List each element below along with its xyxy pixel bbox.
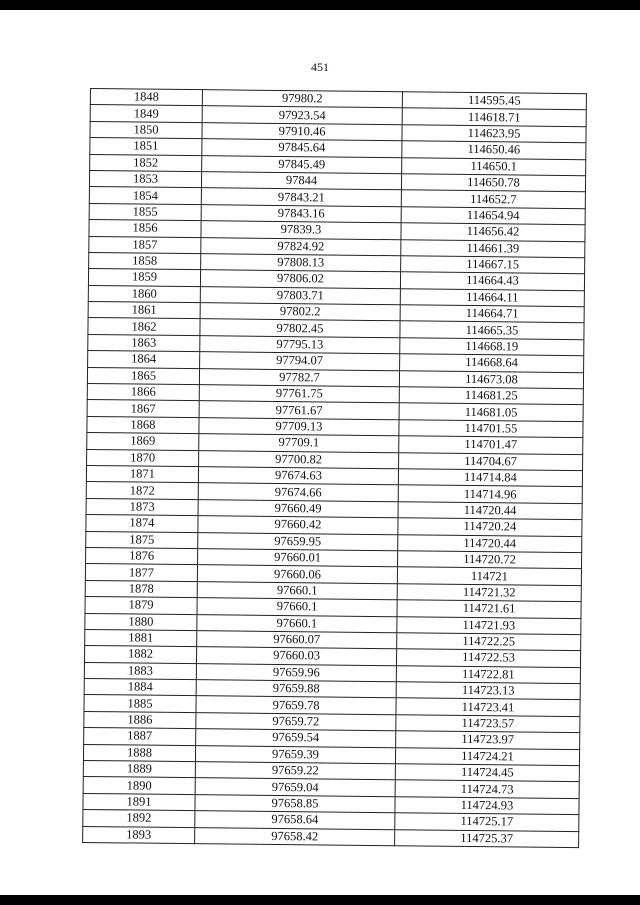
x-coordinate-cell: 97802.45 [200,319,400,337]
y-coordinate-cell: 114714.96 [398,485,582,503]
x-coordinate-cell: 97844 [201,172,401,190]
y-coordinate-cell: 114650.78 [401,174,585,192]
y-coordinate-cell: 114725.37 [395,829,579,847]
y-coordinate-cell: 114704.67 [399,452,583,470]
point-id-cell: 1877 [85,564,197,582]
y-coordinate-cell: 114618.71 [402,108,586,126]
point-id-cell: 1852 [90,154,202,172]
x-coordinate-cell: 97923.54 [202,106,402,124]
point-id-cell: 1883 [84,662,196,680]
point-id-cell: 1866 [87,384,199,402]
y-coordinate-cell: 114723.41 [396,698,580,716]
point-id-cell: 1863 [88,334,200,352]
y-coordinate-cell: 114595.45 [402,92,586,110]
x-coordinate-cell: 97795.13 [200,336,400,354]
y-coordinate-cell: 114681.25 [399,387,583,405]
x-coordinate-cell: 97659.78 [196,696,396,714]
point-id-cell: 1872 [86,482,198,500]
y-coordinate-cell: 114720.44 [398,502,582,520]
coordinate-table [82,88,587,848]
y-coordinate-cell: 114661.39 [401,239,585,257]
x-coordinate-cell: 97658.85 [195,794,395,812]
point-id-cell: 1887 [84,728,196,746]
x-coordinate-cell: 97794.07 [200,352,400,370]
x-coordinate-cell: 97660.42 [198,516,398,534]
x-coordinate-cell: 97709.13 [199,417,399,435]
y-coordinate-cell: 114652.7 [401,190,585,208]
x-coordinate-cell: 97660.03 [196,647,396,665]
point-id-cell: 1893 [83,826,195,844]
y-coordinate-cell: 114723.97 [396,731,580,749]
y-coordinate-cell: 114724.45 [395,764,579,782]
x-coordinate-cell: 97674.66 [198,483,398,501]
point-id-cell: 1888 [83,744,195,762]
x-coordinate-cell: 97803.71 [200,286,400,304]
x-coordinate-cell: 97658.64 [195,811,395,829]
x-coordinate-cell: 97660.1 [197,581,397,599]
y-coordinate-cell: 114664.11 [400,288,584,306]
y-coordinate-cell: 114650.46 [402,141,586,159]
y-coordinate-cell: 114722.81 [396,665,580,683]
point-id-cell: 1890 [83,777,195,795]
page-number: 451 [311,60,329,74]
point-id-cell: 1889 [83,760,195,778]
y-coordinate-cell: 114664.43 [400,272,584,290]
y-coordinate-cell: 114721 [397,567,581,585]
point-id-cell: 1864 [88,351,200,369]
x-coordinate-cell: 97659.96 [196,663,396,681]
x-coordinate-cell: 97660.1 [197,598,397,616]
point-id-cell: 1873 [86,498,198,516]
point-id-cell: 1849 [90,105,202,123]
x-coordinate-cell: 97659.88 [196,680,396,698]
x-coordinate-cell: 97808.13 [201,254,401,272]
x-coordinate-cell: 97806.02 [200,270,400,288]
point-id-cell: 1857 [89,236,201,254]
point-id-cell: 1868 [87,416,199,434]
point-id-cell: 1855 [89,203,201,221]
y-coordinate-cell: 114721.93 [397,616,581,634]
y-coordinate-cell: 114654.94 [401,207,585,225]
y-coordinate-cell: 114681.05 [399,403,583,421]
point-id-cell: 1892 [83,810,195,828]
point-id-cell: 1851 [90,138,202,156]
x-coordinate-cell: 97980.2 [202,90,402,108]
point-id-cell: 1870 [87,449,199,467]
y-coordinate-cell: 114665.35 [400,321,584,339]
y-coordinate-cell: 114721.32 [397,583,581,601]
x-coordinate-cell: 97761.75 [199,385,399,403]
scan-bottom-edge [0,895,640,905]
x-coordinate-cell: 97700.82 [199,450,399,468]
x-coordinate-cell: 97839.3 [201,221,401,239]
point-id-cell: 1871 [86,465,198,483]
y-coordinate-cell: 114668.64 [400,354,584,372]
y-coordinate-cell: 114723.57 [396,715,580,733]
x-coordinate-cell: 97660.01 [198,549,398,567]
y-coordinate-cell: 114667.15 [401,256,585,274]
coordinate-table-wrapper [82,88,586,848]
y-coordinate-cell: 114720.24 [398,518,582,536]
x-coordinate-cell: 97845.49 [202,155,402,173]
y-coordinate-cell: 114720.72 [398,551,582,569]
x-coordinate-cell: 97659.54 [196,729,396,747]
x-coordinate-cell: 97660.1 [197,614,397,632]
x-coordinate-cell: 97659.95 [198,532,398,550]
y-coordinate-cell: 114656.42 [401,223,585,241]
point-id-cell: 1856 [89,220,201,238]
x-coordinate-cell: 97910.46 [202,122,402,140]
x-coordinate-cell: 97658.42 [195,827,395,845]
y-coordinate-cell: 114723.13 [396,682,580,700]
point-id-cell: 1848 [90,89,202,107]
x-coordinate-cell: 97660.07 [197,631,397,649]
point-id-cell: 1869 [87,433,199,451]
x-coordinate-cell: 97845.64 [202,139,402,157]
point-id-cell: 1862 [88,318,200,336]
y-coordinate-cell: 114650.1 [402,157,586,175]
y-coordinate-cell: 114668.19 [400,338,584,356]
y-coordinate-cell: 114721.61 [397,600,581,618]
point-id-cell: 1882 [84,646,196,664]
point-id-cell: 1886 [84,711,196,729]
x-coordinate-cell: 97843.21 [201,188,401,206]
x-coordinate-cell: 97660.49 [198,499,398,517]
scan-top-edge [0,0,640,10]
y-coordinate-cell: 114724.93 [395,797,579,815]
x-coordinate-cell: 97659.04 [195,778,395,796]
x-coordinate-cell: 97659.39 [195,745,395,763]
point-id-cell: 1880 [85,613,197,631]
point-id-cell: 1879 [85,597,197,615]
x-coordinate-cell: 97709.1 [199,434,399,452]
y-coordinate-cell: 114722.25 [397,633,581,651]
x-coordinate-cell: 97659.72 [196,712,396,730]
x-coordinate-cell: 97824.92 [201,237,401,255]
point-id-cell: 1860 [88,285,200,303]
x-coordinate-cell: 97843.16 [201,204,401,222]
point-id-cell: 1874 [86,515,198,533]
y-coordinate-cell: 114673.08 [399,370,583,388]
point-id-cell: 1867 [87,400,199,418]
y-coordinate-cell: 114722.53 [396,649,580,667]
y-coordinate-cell: 114724.21 [395,747,579,765]
x-coordinate-cell: 97802.2 [200,303,400,321]
y-coordinate-cell: 114664.71 [400,305,584,323]
y-coordinate-cell: 114724.73 [395,780,579,798]
y-coordinate-cell: 114701.55 [399,420,583,438]
x-coordinate-cell: 97674.63 [198,467,398,485]
table-body [83,89,587,848]
point-id-cell: 1850 [90,121,202,139]
x-coordinate-cell: 97782.7 [199,368,399,386]
y-coordinate-cell: 114714.84 [398,469,582,487]
point-id-cell: 1854 [89,187,201,205]
y-coordinate-cell: 114725.17 [395,813,579,831]
point-id-cell: 1891 [83,793,195,811]
point-id-cell: 1858 [89,252,201,270]
point-id-cell: 1865 [87,367,199,385]
point-id-cell: 1853 [89,170,201,188]
y-coordinate-cell: 114720.44 [398,534,582,552]
x-coordinate-cell: 97659.22 [195,762,395,780]
point-id-cell: 1875 [86,531,198,549]
point-id-cell: 1861 [88,302,200,320]
point-id-cell: 1878 [85,580,197,598]
point-id-cell: 1859 [88,269,200,287]
point-id-cell: 1884 [84,679,196,697]
x-coordinate-cell: 97761.67 [199,401,399,419]
point-id-cell: 1876 [86,547,198,565]
x-coordinate-cell: 97660.06 [197,565,397,583]
point-id-cell: 1885 [84,695,196,713]
y-coordinate-cell: 114623.95 [402,125,586,143]
point-id-cell: 1881 [85,629,197,647]
y-coordinate-cell: 114701.47 [399,436,583,454]
